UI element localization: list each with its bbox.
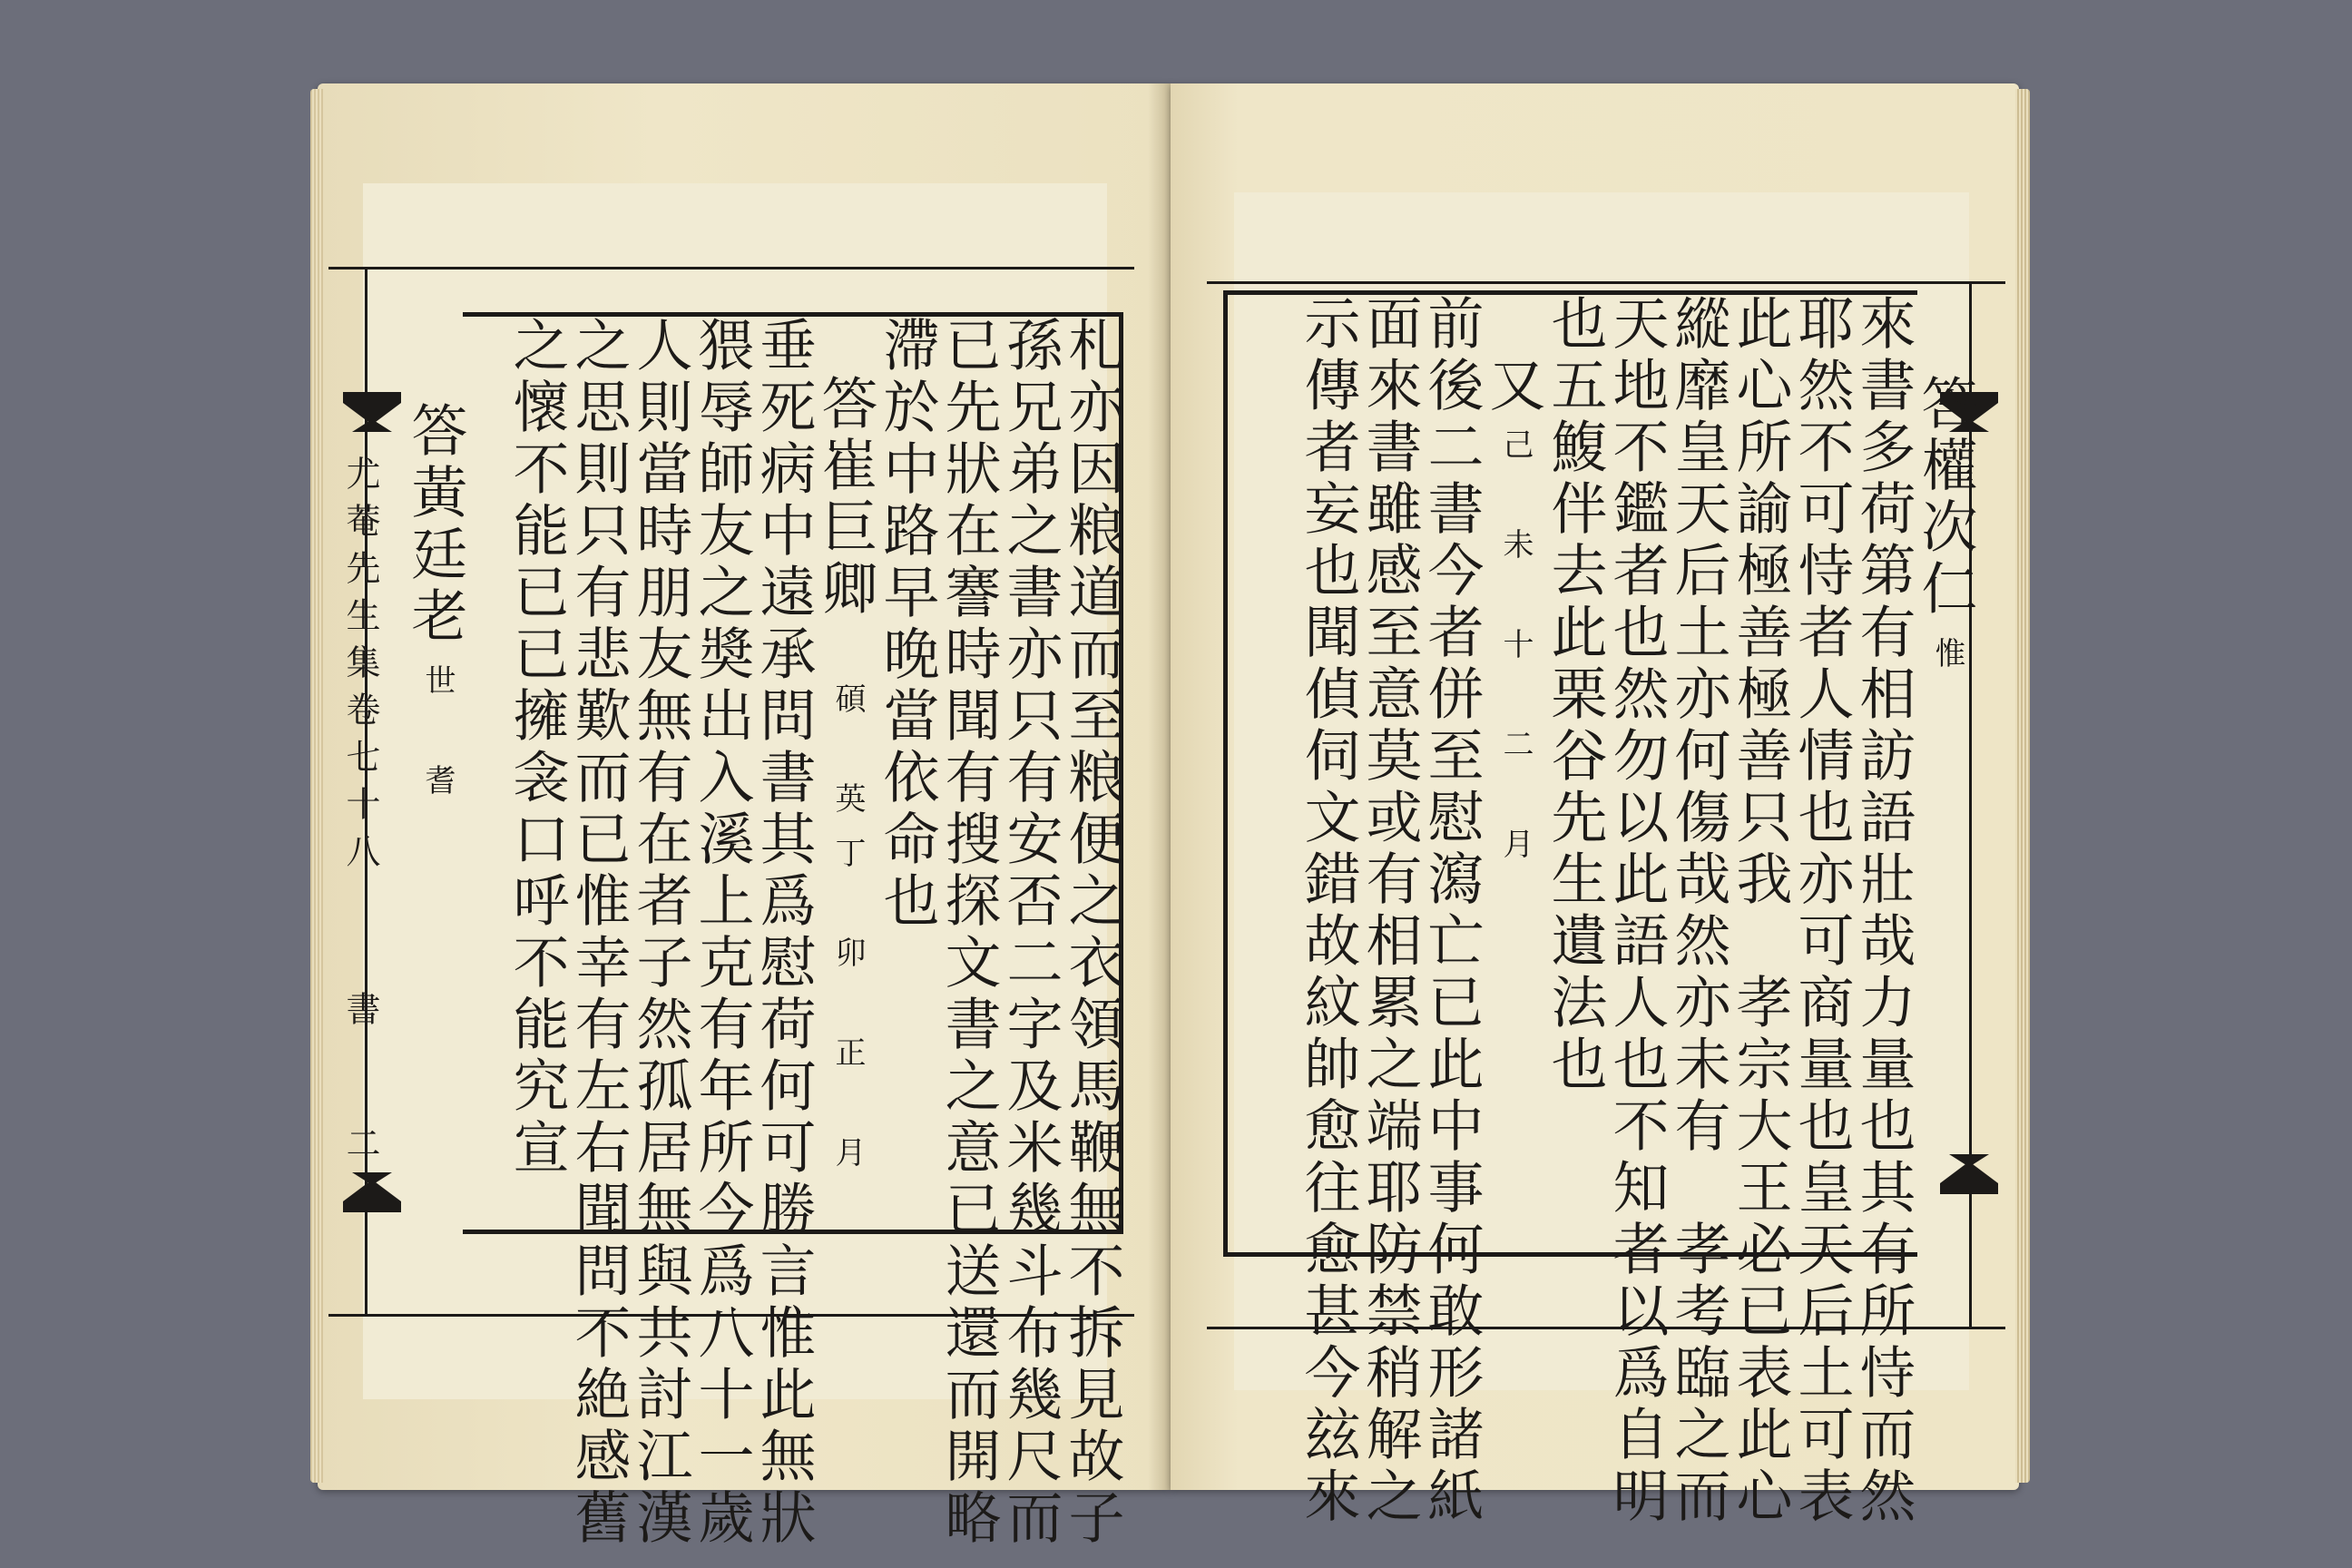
text-column: 垂死病中遠承問書其爲慰荷何可勝言惟此無狀 [750, 316, 817, 1550]
text-column: 猥辱師友之奬出入溪上克有年所今爲八十一歲 [689, 316, 755, 1550]
text-column: 天地不鑑者也然勿以此語人也不知者以爲自明 [1603, 294, 1670, 1528]
text-column: 人則當時朋友無有在者子然孤居無與共討江漢 [627, 316, 693, 1550]
page-number: 二 [340, 1125, 380, 1172]
text-column: 已先狀在謇時聞有搜探文書之意已送還而開略 [936, 316, 1002, 1550]
recipient-name-note: 惟 [1929, 637, 1965, 684]
text-column: 之思則只有悲歎而已惟幸有左右聞問不絶感舊 [565, 316, 632, 1550]
letter-heading: 答崔巨卿 [812, 374, 878, 621]
text-column: 縱靡皇天后土亦何傷哉然亦未有 孝考臨之而 [1665, 294, 1731, 1528]
left-page [318, 83, 1171, 1550]
letter-heading: 答權次仁 [1912, 374, 1978, 621]
text-column: 之懷不能已已擁衾口呼不能究宣 [504, 316, 570, 1180]
top-rule [328, 267, 1134, 270]
right-page [1171, 83, 2019, 1528]
text-column: 示傳者妄也聞偵伺文錯故紋帥愈往愈甚今玆來 [1295, 294, 1361, 1528]
recipient-name-note: 世 耆 [419, 664, 456, 811]
page-edges-right [2015, 89, 2030, 1483]
top-rule [1207, 281, 2005, 284]
open-book [318, 83, 2019, 1550]
text-column: 札亦因粮道而至粮便之衣領馬鞭無不拆見故子 [1059, 316, 1125, 1550]
text-column: 孫兄弟之書亦只有安否二字及米幾斗布幾尺而 [997, 316, 1063, 1550]
fishtail-bottom-icon [343, 1172, 401, 1212]
page-edges-left [310, 89, 323, 1483]
date-note: 丁 卯 正 月 [829, 837, 866, 1183]
section-label: 書 [340, 991, 380, 1038]
text-column: 耶然不可恃者人情也亦可商量也皇天后土可表 [1788, 294, 1855, 1528]
text-column: 此心所諭極善極善只我 孝宗大王必已表此心 [1727, 294, 1793, 1528]
text-column: 滯於中路早晚當依命也 [874, 316, 940, 933]
fishtail-bottom-icon [1940, 1154, 1998, 1194]
letter-heading: 答黃廷老 [402, 401, 468, 648]
book-title: 尤菴先生集卷七十八 [340, 456, 380, 880]
text-column: 面來書雖感至意莫或有相累之端耶防禁稍解之 [1357, 294, 1423, 1528]
text-column: 來書多荷第有相訪語壯哉力量也其有所恃而然 [1850, 294, 1916, 1528]
recipient-name-note: 碩 英 [829, 682, 866, 829]
date-note: 己 未 十 二 月 [1497, 428, 1534, 875]
fishtail-top-icon [343, 392, 401, 432]
text-column: 也五鰒伴去此栗谷先生遺法也 [1542, 294, 1608, 1096]
letter-heading: 又 [1480, 356, 1546, 417]
text-column: 前後二書今者併至慰瀉亡已此中事何敢形諸紙 [1418, 294, 1485, 1528]
